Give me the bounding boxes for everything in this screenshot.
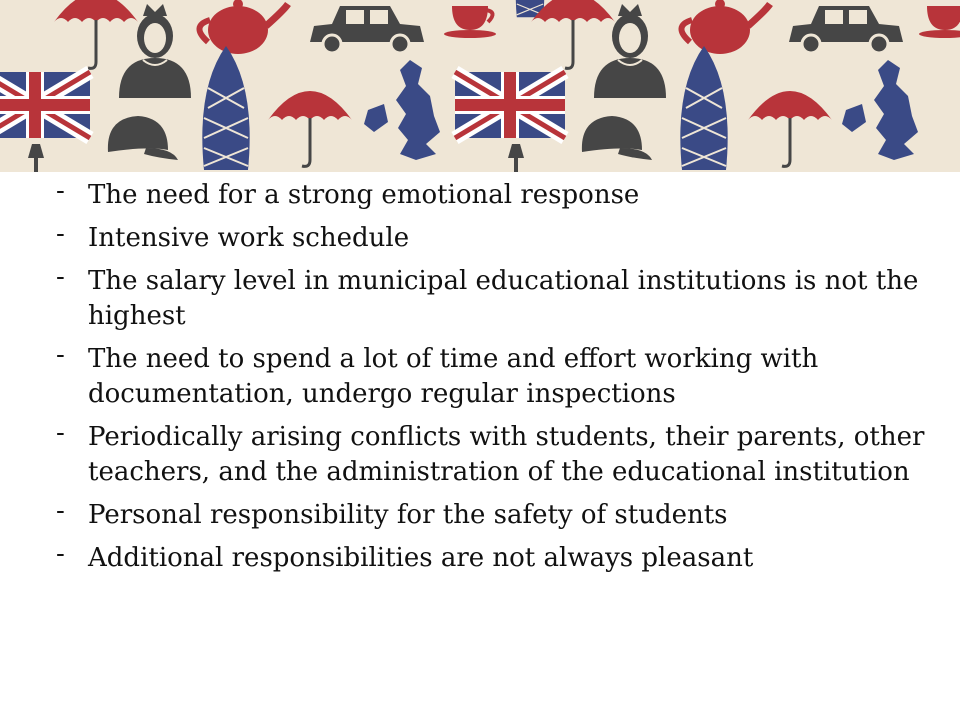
bullet-text: Periodically arising conflicts with students, their parents, other teachers, and the administration of the educational institution — [88, 422, 925, 487]
bullet-item — [56, 420, 936, 490]
bullet-item — [56, 221, 936, 256]
bullet-text: Intensive work schedule — [88, 223, 410, 253]
bullet-item — [56, 541, 936, 576]
bullet-text: The need for a strong emotional response — [88, 180, 640, 210]
bullet-text: The need to spend a lot of time and effort working with documentation, undergo regular inspections — [88, 344, 819, 409]
bullet-item — [56, 342, 936, 412]
bullet-dash: - — [56, 219, 65, 249]
decorative-banner — [0, 0, 960, 172]
bullet-text: The salary level in municipal educational institutions is not the highest — [88, 266, 919, 331]
bullet-dash: - — [56, 340, 65, 370]
bullet-dash: - — [56, 418, 65, 448]
bullet-text: Additional responsibilities are not always pleasant — [88, 543, 754, 573]
bullet-dash: - — [56, 176, 65, 206]
bullet-item — [56, 178, 936, 213]
bullet-item — [56, 264, 936, 334]
bullet-dash: - — [56, 539, 65, 569]
bullet-list — [56, 178, 936, 584]
union-jack-icon — [0, 72, 90, 138]
bullet-text: Personal responsibility for the safety of students — [88, 500, 728, 530]
bullet-item — [56, 498, 936, 533]
bullet-dash: - — [56, 496, 65, 526]
bullet-dash: - — [56, 262, 65, 292]
union-jack-icon — [455, 72, 565, 138]
